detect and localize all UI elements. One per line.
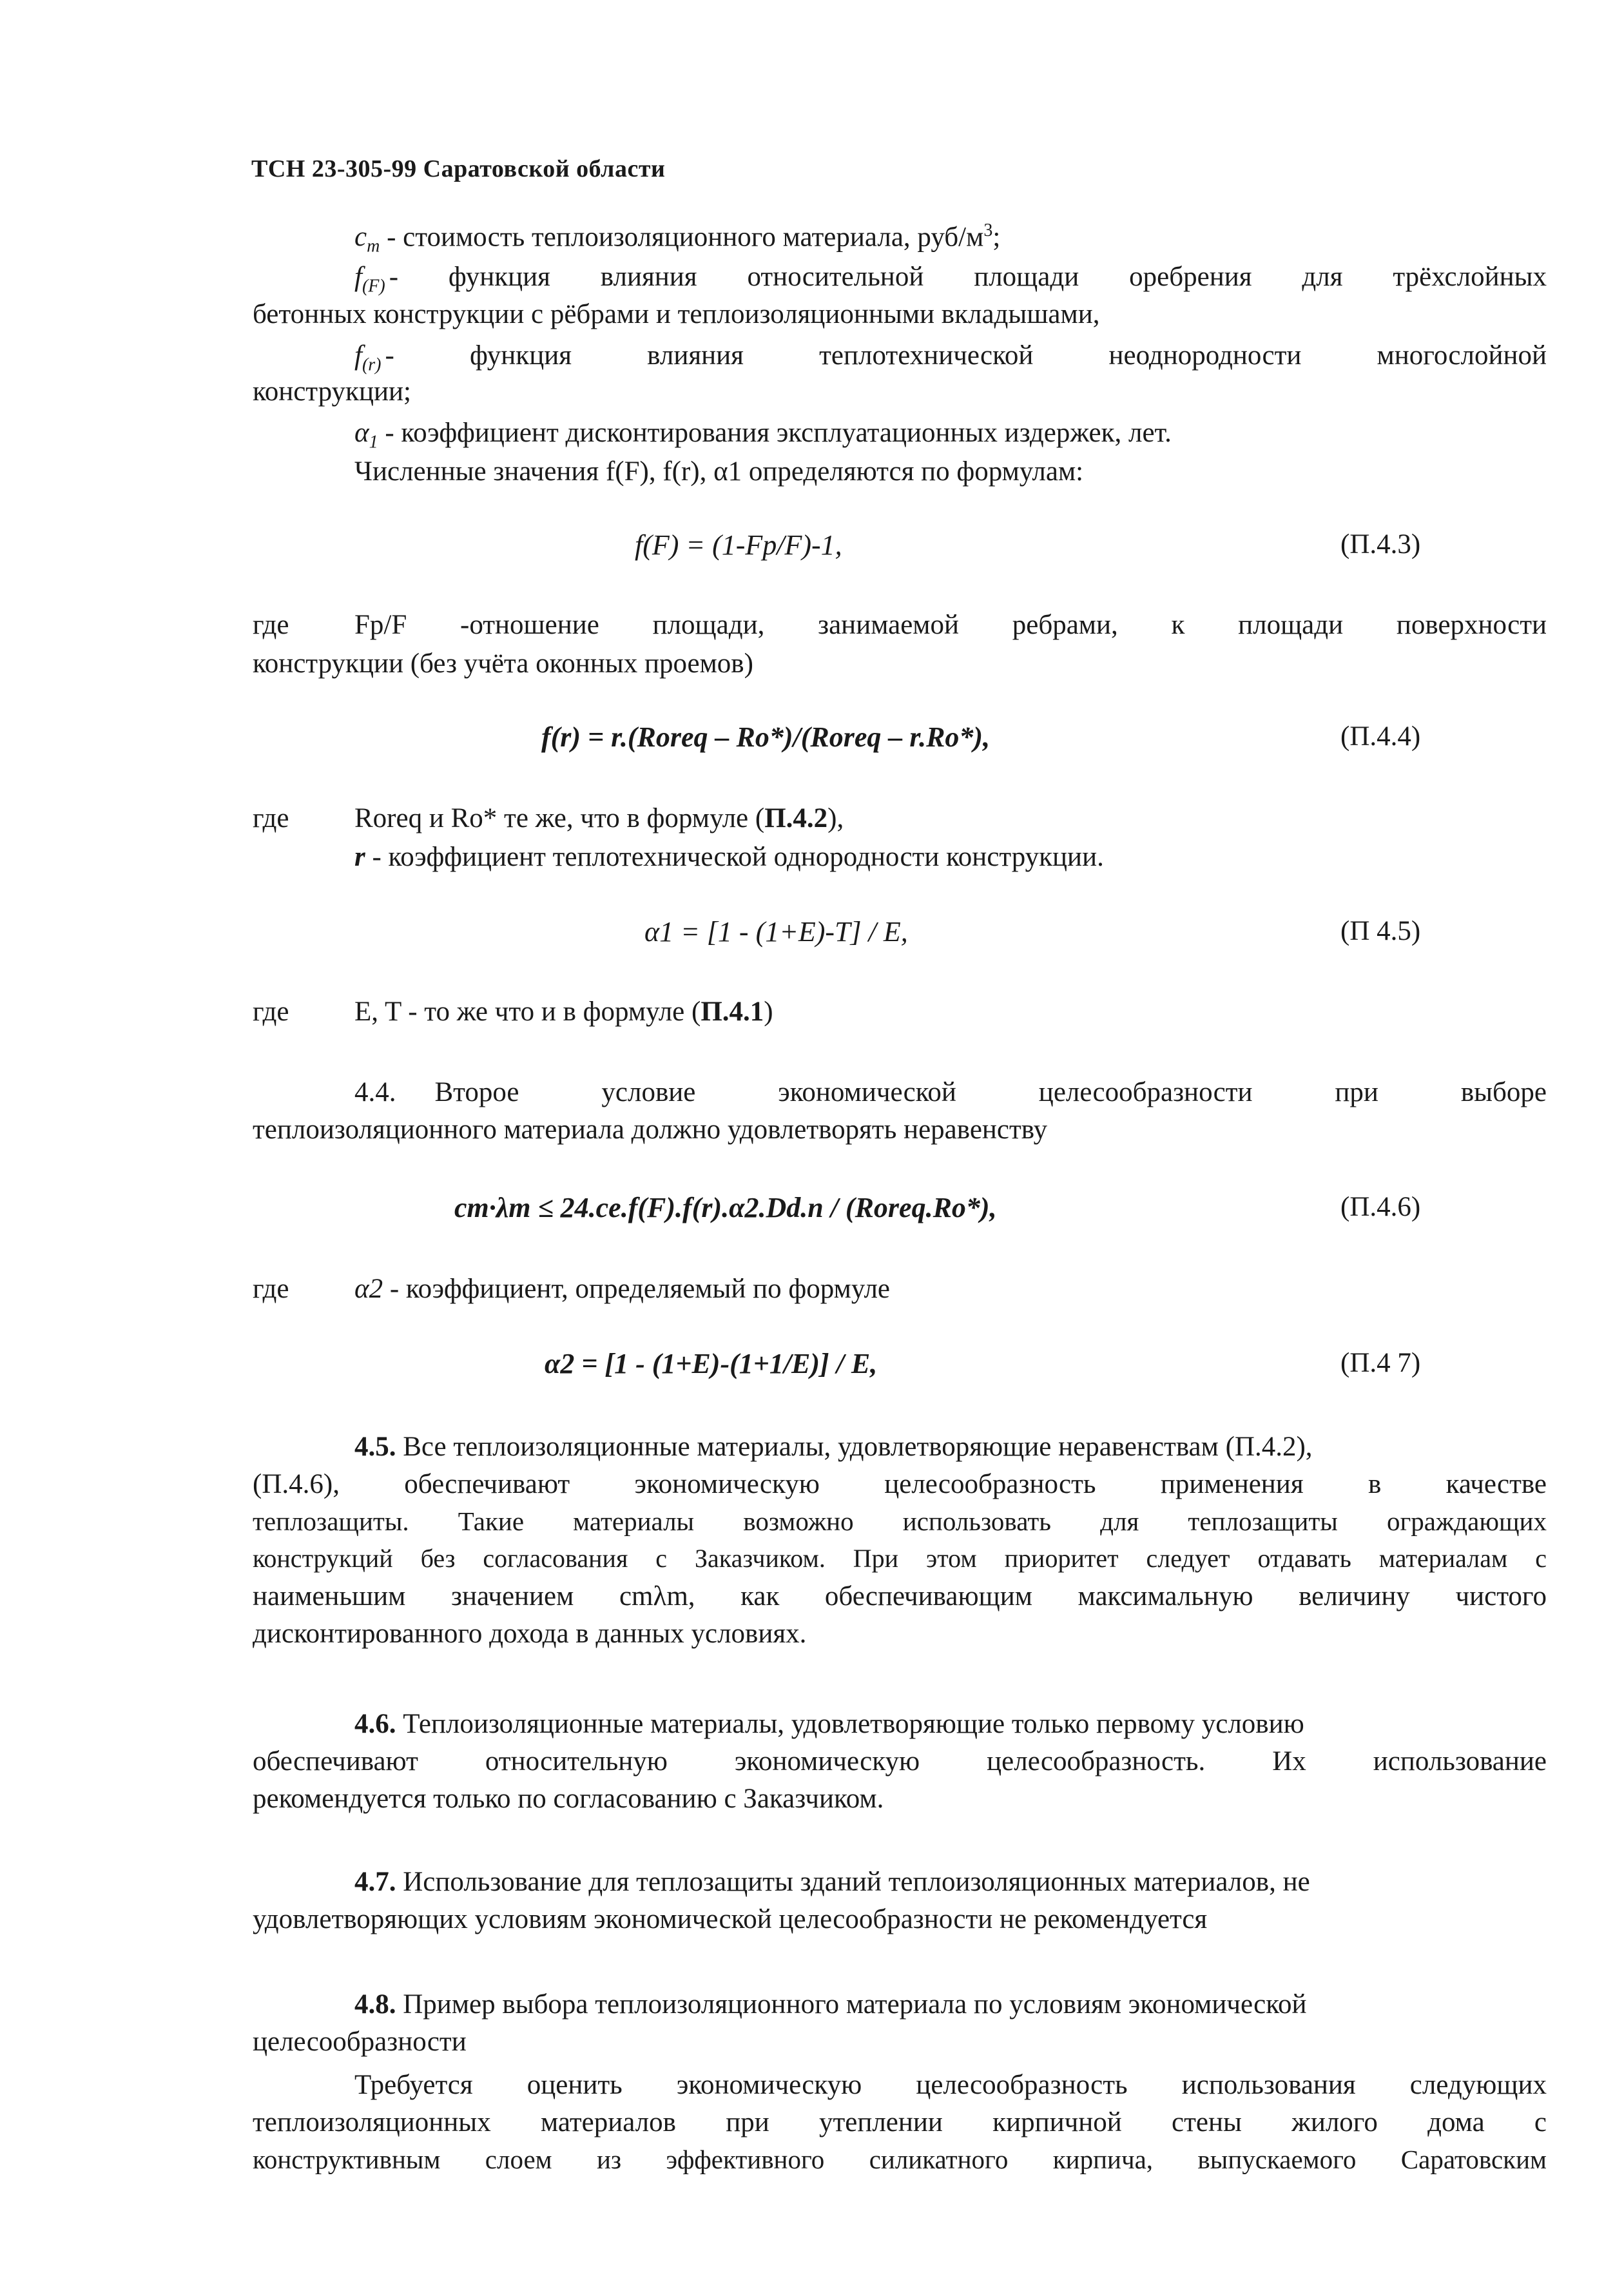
- para-4-5-line6: дисконтированного дохода в данных условиях.: [253, 1619, 807, 1649]
- para-4-8-line2: целесообразности: [253, 2027, 467, 2057]
- def-a1: $\alpha_1$ - коэффициент дисконтирования эксплуатационных издержек, лет.: [354, 418, 1172, 453]
- para-4-7-line2: удовлетворяющих условиям экономической целесообразности не рекомендуется: [253, 1904, 1208, 1934]
- eqnum-p46: (П.4.6): [1340, 1192, 1421, 1222]
- eqnum-p44: (П.4.4): [1340, 721, 1421, 752]
- where-text-2-r: r - коэффициент теплотехнической однородности конструкции.: [354, 842, 1104, 872]
- def-cm: $c_m$ - стоимость теплоизоляционного материала, руб/$м^3$;: [354, 220, 1001, 257]
- para-last-line3: конструктивным слоем из эффективного силикатного кирпича, выпускаемого Саратовским: [253, 2145, 1547, 2174]
- running-header: ТСН 23-305-99 Саратовской области: [251, 155, 666, 182]
- where-text-1: Fp/F -отношение площади, занимаемой ребрами, к площади поверхности: [354, 610, 1547, 640]
- def-fF: $f_{(F)}$ - функция влияния относительной площади оребрения для трёхслойных: [354, 262, 1547, 297]
- where-text-4: α2 - коэффициент, определяемый по формуле: [354, 1274, 891, 1304]
- where-text-3: E, T - то же что и в формуле (П.4.1): [354, 997, 773, 1027]
- where-text-1-cont: конструкции (без учёта оконных проемов): [253, 648, 753, 679]
- where-label-3: где: [253, 997, 289, 1027]
- where-label-2: где: [253, 803, 289, 833]
- where-text-2: Roreq и Ro* те же, что в формуле (П.4.2),: [354, 803, 844, 833]
- eqnum-p43: (П.4.3): [1340, 529, 1421, 560]
- where-label-4: где: [253, 1274, 289, 1304]
- formula-p46: cm·λm ≤ 24.ce.f(F).f(r).α2.Dd.n / (Roreq.Ro*),: [454, 1192, 997, 1223]
- para-last-line2: теплоизоляционных материалов при утеплении кирпичной стены жилого дома с: [253, 2107, 1547, 2137]
- formula-p43: f(F) = (1-Fp/F)-1,: [635, 529, 842, 561]
- para-4-5-line1: 4.5. Все теплоизоляционные материалы, удовлетворяющие неравенствам (П.4.2),: [354, 1432, 1313, 1462]
- formula-p44: f(r) = r.(Roreq – Ro*)/(Roreq – r.Ro*),: [541, 721, 991, 753]
- para-4-4-line2: теплоизоляционного материала должно удовлетворять неравенству: [253, 1115, 1048, 1145]
- def-fF-cont: бетонных конструкции с рёбрами и теплоизоляционными вкладышами,: [253, 299, 1100, 329]
- where-label-1: где: [253, 610, 289, 640]
- def-fr: $f_{(r)}$ - функция влияния теплотехнической неоднородности многослойной: [354, 340, 1547, 375]
- eqnum-p47: (П.4 7): [1340, 1348, 1421, 1378]
- para-4-7-line1: 4.7. Использование для теплозащиты зданий теплоизоляционных материалов, не: [354, 1867, 1310, 1897]
- para-4-5-line3: теплозащиты. Такие материалы возможно использовать для теплозащиты ограждающих: [253, 1506, 1547, 1536]
- numeric-values-line: Численные значения f(F), f(r), α1 определяются по формулам:: [354, 456, 1084, 487]
- para-4-6-line1: 4.6. Теплоизоляционные материалы, удовлетворяющие только первому условию: [354, 1709, 1304, 1739]
- para-4-6-line3: рекомендуется только по согласованию с Заказчиком.: [253, 1784, 884, 1814]
- para-last-line1: Требуется оценить экономическую целесообразность использования следующих: [354, 2070, 1547, 2100]
- def-fr-cont: конструкции;: [253, 376, 411, 407]
- para-4-5-line5: наименьшим значением cmλm, как обеспечивающим максимальную величину чистого: [253, 1581, 1547, 1611]
- eqnum-p45: (П 4.5): [1340, 916, 1421, 946]
- para-4-8-line1: 4.8. Пример выбора теплоизоляционного материала по условиям экономической: [354, 1989, 1307, 2020]
- para-4-5-line4: конструкций без согласования с Заказчиком. При этом приоритет следует отдавать материалам с: [253, 1544, 1547, 1573]
- para-4-6-line2: обеспечивают относительную экономическую целесообразность. Их использование: [253, 1746, 1547, 1777]
- formula-p45: α1 = [1 - (1+E)-T] / E,: [644, 916, 908, 948]
- para-4-5-line2: (П.4.6), обеспечивают экономическую целесообразность применения в качестве: [253, 1469, 1547, 1499]
- formula-p47: α2 = [1 - (1+E)-(1+1/E)] / E,: [545, 1348, 878, 1379]
- para-4-4-line1: 4.4. Второе условие экономической целесообразности при выборе: [354, 1077, 1547, 1107]
